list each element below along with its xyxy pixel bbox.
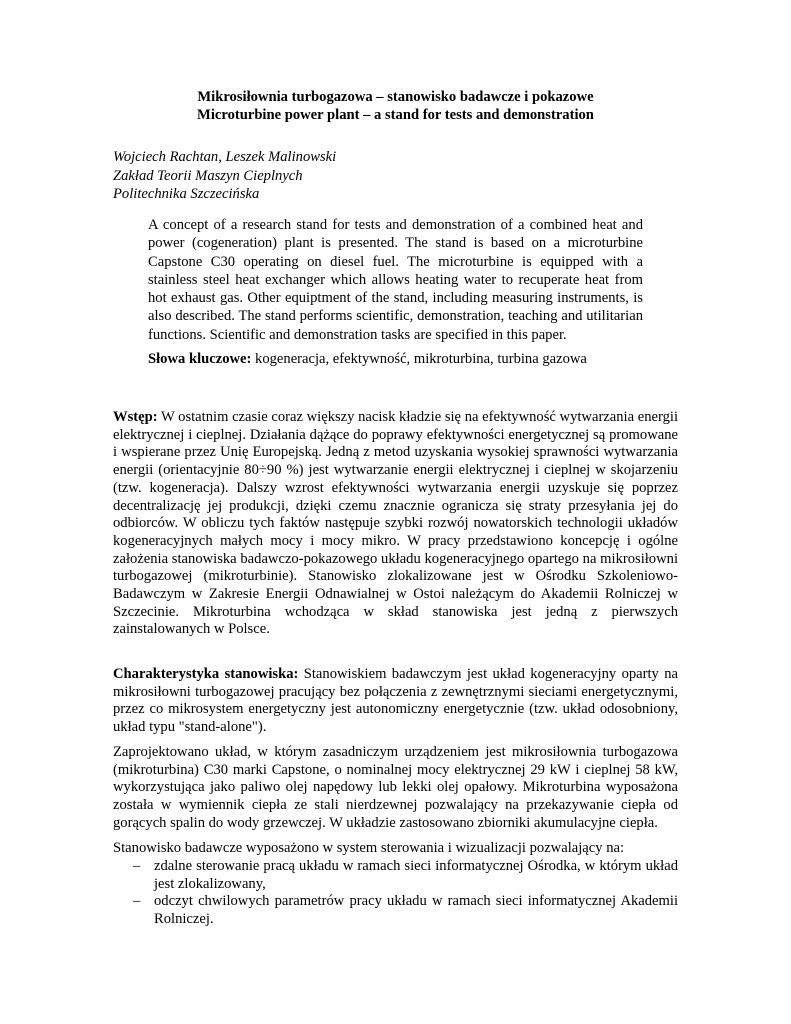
title-polish: Mikrosiłownia turbogazowa – stanowisko badawcze i pokazowe — [197, 89, 594, 105]
list-item-text: odczyt chwilowych parametrów pracy układu w ramach sieci informatycznej Akademii Rolniczej. — [154, 893, 678, 928]
author-department: Zakład Teorii Maszyn Cieplnych — [113, 167, 303, 184]
list-item-text: zdalne sterowanie pracą układu w ramach sieci informatycznej Ośrodka, w którym układ jest zlokalizowany, — [154, 858, 678, 892]
intro-label: Wstęp: — [113, 409, 158, 425]
body-paragraph-2: Zaprojektowano układ, w którym zasadniczym urządzeniem jest mikrosiłownia turbogazowa (mikroturbina) C30 marki Capstone, o nominalnej mocy elektrycznej 29 kW i cieplnej 58 kW, wykorzystująca jako paliwo olej napędowy lub lekki olej opałowy. Mikroturbina wyposażona została w wymiennik ciepła ze stali nierdzewnej pozwalający na przekazywanie ciepła od gorących spalin do wody grzewczej. W układzie zastosowano zbiorniki akumulacyjne ciepła. — [113, 744, 678, 831]
keywords-label: Słowa kluczowe: — [148, 351, 252, 367]
abstract: A concept of a research stand for tests and demonstration of a combined heat and power (cogeneration) plant is presented. The stand is based on a microturbine Capstone C30 operating on diesel fuel. The microturbine is equipped with a stainless steel heat exchanger which allows heating water to recuperate heat from hot exhaust gas. Other equiptment of the stand, including measuring instruments, is also described. The stand performs scientific, demonstration, teaching and utilitarian functions. Scientific and demonstration tasks are specified in this paper. — [148, 217, 643, 343]
paper-title — [0, 89, 791, 124]
keywords-text: kogeneracja, efektywność, mikroturbina, turbina gazowa — [251, 351, 587, 367]
characteristics-paragraph — [113, 666, 678, 737]
body-paragraph-3: Stanowisko badawcze wyposażono w system sterowania i wizualizacji pozwalający na: — [113, 840, 625, 856]
characteristics-label: Charakterystyka stanowiska: — [113, 666, 299, 682]
author-names: Wojciech Rachtan, Leszek Malinowski — [113, 149, 337, 165]
characteristics-text: Stanowiskiem badawczym jest układ kogeneracyjny oparty na mikrosiłowni turbogazowej pracujący bez połączenia z zewnętrznymi sieciami energetycznymi, przez co mikrosystem energetyczny jest autonomiczny energetycznie (tzw. układ odosobniony, układ typu "stand-alone"). — [113, 666, 678, 736]
title-english: Microturbine power plant – a stand for tests and demonstration — [197, 106, 594, 123]
author-university: Politechnika Szczecińska — [113, 186, 260, 202]
list-bullet: – — [133, 858, 141, 874]
feature-list — [113, 858, 678, 929]
keywords — [148, 351, 587, 369]
intro-paragraph — [113, 409, 678, 639]
list-bullet: – — [133, 893, 141, 910]
author-block — [113, 148, 336, 204]
list-item — [113, 893, 678, 928]
list-item — [113, 858, 678, 893]
intro-text: W ostatnim czasie coraz większy nacisk kładzie się na efektywność wytwarzania energii elektrycznej i cieplnej. Działania dążące do poprawy efektywności energetycznej są promowane i wspierane przez Unię Europejską. Jedną z metod uzyskania wysokiej sprawności wytwarzania energii (orientacyjnie 80÷90 %) jest wytwarzanie energii elektrycznej i cieplnej w skojarzeniu (tzw. kogeneracja). Dalszy wzrost efektywności wytwarzania energii uzyskuje się poprzez decentralizację jej produkcji, dzięki czemu znacznie ogranicza się straty przesyłania jej do odbiorców. W obliczu tych faktów następuje szybki rozwój nowatorskich technologii układów kogeneracyjnych małych mocy i mocy mikro. W pracy przedstawiono koncepcję i ogólne założenia stanowiska badawczo-pokazowego układu kogeneracyjnego opartego na mikrosiłowni turbogazowej (mikroturbinie). Stanowisko zlokalizowane jest w Ośrodku Szkoleniowo-Badawczym w Zakresie Energii Odnawialnej w Ostoi należącym do Akademii Rolniczej w Szczecinie. Mikroturbina wchodząca w skład stanowiska jest jedną z pierwszych zainstalowanych w Polsce. — [113, 409, 678, 638]
